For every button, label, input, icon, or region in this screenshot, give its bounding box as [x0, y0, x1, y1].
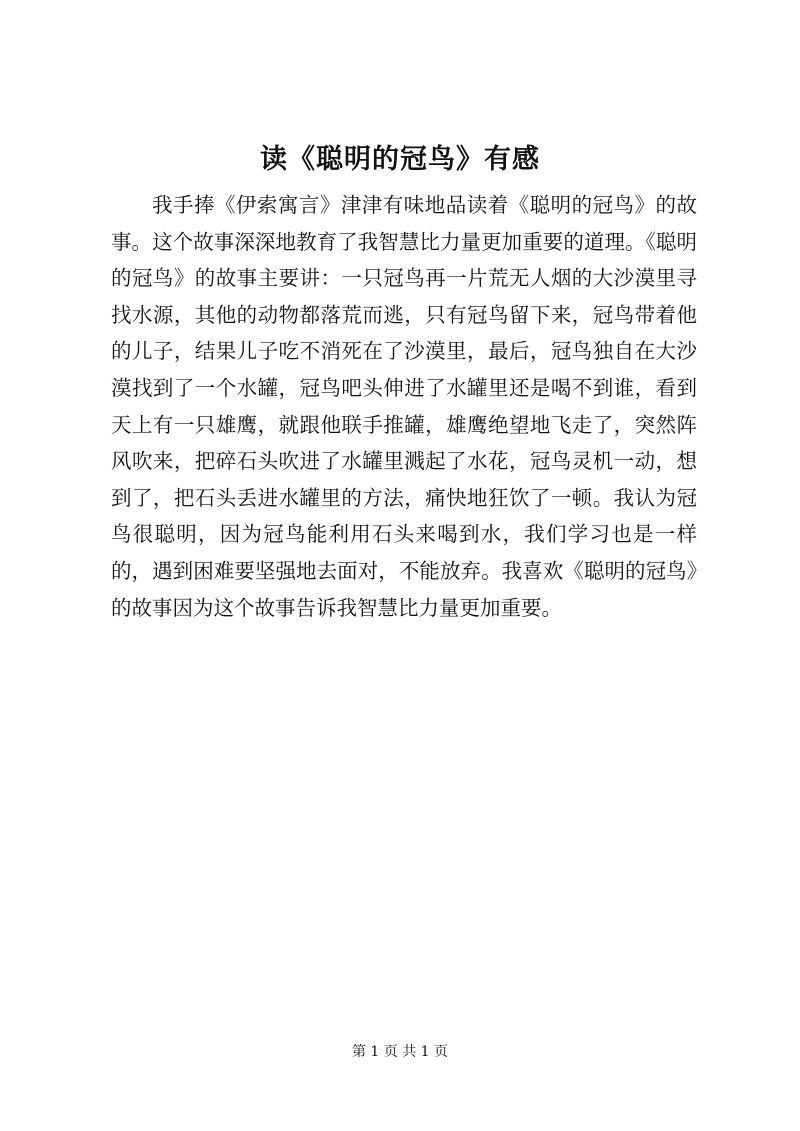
page-footer: 第 1 页 共 1 页	[351, 1044, 449, 1060]
document-title: 读《聪明的冠鸟》有感	[260, 144, 540, 175]
body-paragraph: 我手捧《伊索寓言》津津有味地品读着《聪明的冠鸟》的故事。这个故事深深地教育了我智慧比力量更加重要的道理。《聪明的冠鸟》的故事主要讲：一只冠鸟再一片荒无人烟的大沙漠里寻找水源，其他的动物都落荒而逃，只有冠鸟留下来，冠鸟带着他的儿子，结果儿子吃不消死在了沙漠里，最后，冠鸟独自在大沙漠找到了一个水罐，冠鸟吧头伸进了水罐里还是喝不到谁，看到天上有一只雄鹰，就跟他联手推罐，雄鹰绝望地飞走了，突然阵风吹来，把碎石头吹进了水罐里溅起了水花，冠鸟灵机一动，想到了，把石头丢进水罐里的方法，痛快地狂饮了一顿。我认为冠鸟很聪明，因为冠鸟能利用石头来喝到水，我们学习也是一样的，遇到困难要坚强地去面对，不能放弃。我喜欢《聪明的冠鸟》的故事因为这个故事告诉我智慧比力量更加重要。	[111, 193, 697, 620]
